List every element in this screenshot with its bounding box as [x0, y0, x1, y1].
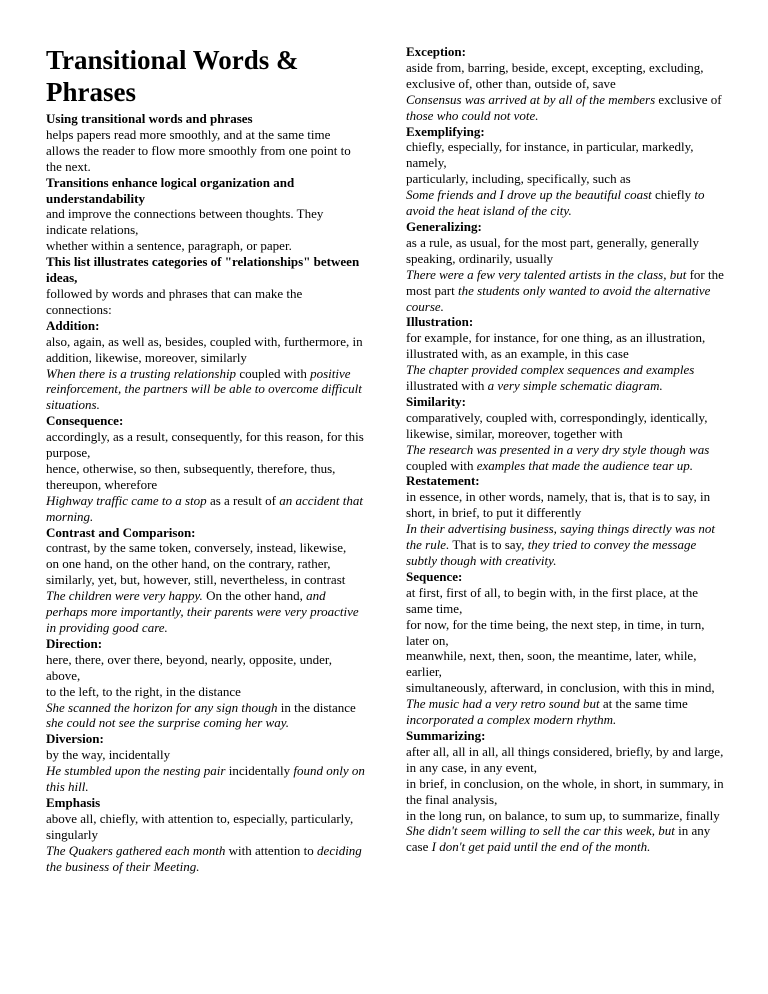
- text-run: helps papers read more smoothly, and at the same time allows the reader to flow more smoothly from one point to the next.: [46, 126, 351, 174]
- paragraph: [406, 346, 726, 362]
- text-run: for the most part: [406, 266, 724, 298]
- section-heading: [46, 111, 366, 127]
- text-run: also, again, as well as, besides, coupled with, furthermore, in addition, likewise, moreover, similarly: [46, 333, 363, 365]
- example-text: Some friends and I drove up the beautiful coast: [406, 187, 652, 203]
- example-text: positive reinforcement, the partners will be able to overcome difficult situations.: [46, 365, 362, 413]
- paragraph: [46, 334, 366, 366]
- section-heading: [46, 175, 366, 207]
- example-text: found only on this hill.: [46, 763, 365, 795]
- text-run: chiefly, especially, for instance, in particular, markedly, namely,: [406, 139, 694, 171]
- example-text: incorporated a complex modern rhythm.: [406, 712, 617, 728]
- example-text: I don't get paid until the end of the month.: [431, 839, 651, 855]
- paragraph: [46, 700, 366, 732]
- section-heading: [406, 394, 726, 410]
- example-text: The research was presented in a very dry style though was: [406, 441, 710, 457]
- paragraph: [406, 139, 726, 171]
- text-run: as a result of: [206, 492, 280, 508]
- heading-text: Transitions enhance logical organization and understandability: [46, 174, 295, 206]
- paragraph: [406, 187, 726, 219]
- paragraph: [406, 648, 726, 680]
- text-run: in the distance: [277, 699, 356, 715]
- paragraph: [46, 843, 366, 875]
- paragraph: [46, 556, 366, 588]
- right-column: [406, 44, 726, 855]
- paragraph: [46, 493, 366, 525]
- paragraph: [406, 744, 726, 776]
- paragraph: [46, 811, 366, 843]
- text-run: and improve the connections between thoughts. They indicate relations,: [46, 206, 324, 238]
- text-run: coupled with: [406, 457, 477, 473]
- text-run: at first, first of all, to begin with, in the first place, at the same time,: [406, 584, 699, 616]
- section-heading: [406, 219, 726, 235]
- text-run: in the long run, on balance, to sum up, to summarize, finally: [406, 807, 720, 823]
- text-run: accordingly, as a result, consequently, for this reason, for this purpose,: [46, 429, 364, 461]
- example-text: She scanned the horizon for any sign though: [46, 699, 278, 715]
- section-heading: [46, 413, 366, 429]
- heading-text: Diversion:: [46, 731, 104, 747]
- paragraph: [406, 617, 726, 649]
- paragraph: [406, 823, 726, 855]
- text-run: coupled with: [236, 365, 311, 381]
- example-text: a very simple schematic diagram.: [487, 378, 663, 394]
- text-run: in any case: [406, 823, 711, 855]
- paragraph: [46, 238, 366, 254]
- text-run: comparatively, coupled with, correspondingly, identically, likewise, similar, moreover, together with: [406, 409, 708, 441]
- heading-text: Consequence:: [46, 413, 124, 429]
- paragraph: [46, 540, 366, 556]
- text-run: for now, for the time being, the next step, in time, in turn, later on,: [406, 616, 705, 648]
- paragraph: [406, 235, 726, 267]
- paragraph: [406, 696, 726, 728]
- paragraph: [406, 489, 726, 521]
- heading-text: This list illustrates categories of "relationships" between ideas,: [46, 254, 360, 286]
- text-run: chiefly: [651, 187, 695, 203]
- paragraph: [406, 171, 726, 187]
- text-run: by the way, incidentally: [46, 747, 171, 763]
- example-text: When there is a trusting relationship: [46, 365, 237, 381]
- paragraph: [406, 410, 726, 442]
- text-run: at the same time: [599, 696, 688, 712]
- example-text: The chapter provided complex sequences and examples: [406, 362, 695, 378]
- example-text: She didn't seem willing to sell the car this week, but: [406, 823, 675, 839]
- heading-text: Exception:: [406, 44, 466, 59]
- text-run: aside from, barring, beside, except, excepting, excluding, exclusive of, other than, outside of, save: [406, 59, 704, 91]
- text-run: followed by words and phrases that can make the connections:: [46, 285, 303, 317]
- example-text: the students only wanted to avoid the alternative course.: [406, 282, 711, 314]
- example-text: examples that made the audience tear up.: [476, 457, 694, 473]
- paragraph: [46, 763, 366, 795]
- example-text: to avoid the heat island of the city.: [406, 187, 705, 219]
- text-run: as a rule, as usual, for the most part, generally, generally speaking, ordinarily, usually: [406, 234, 699, 266]
- text-run: illustrated with, as an example, in this case: [406, 346, 629, 362]
- paragraph: [46, 588, 366, 636]
- paragraph: [46, 429, 366, 461]
- left-column: [46, 44, 366, 875]
- text-run: That is to say,: [449, 537, 528, 553]
- example-text: deciding the business of their Meeting.: [46, 842, 362, 874]
- section-heading: [406, 473, 726, 489]
- paragraph: [406, 680, 726, 696]
- example-text: an accident that morning.: [46, 492, 364, 524]
- text-run: simultaneously, afterward, in conclusion, with this in mind,: [406, 680, 715, 696]
- text-run: particularly, including, specifically, such as: [406, 171, 631, 187]
- paragraph: [406, 362, 726, 394]
- example-text: Highway traffic came to a stop: [46, 492, 207, 508]
- paragraph: [406, 521, 726, 569]
- text-run: incidentally: [225, 763, 294, 779]
- section-heading: [46, 636, 366, 652]
- example-text: The music had a very retro sound but: [406, 696, 600, 712]
- heading-text: Sequence:: [406, 568, 463, 584]
- section-heading: [406, 569, 726, 585]
- heading-text: Emphasis: [46, 794, 101, 810]
- heading-text: Similarity:: [406, 393, 466, 409]
- paragraph: [406, 442, 726, 474]
- paragraph: [46, 286, 366, 318]
- example-text: and perhaps more importantly, their parents were very proactive in providing good care.: [46, 588, 359, 635]
- text-run: hence, otherwise, so then, subsequently, therefore, thus, thereupon, wherefore: [46, 460, 336, 492]
- example-text: Consensus was arrived at by all of the members: [406, 91, 656, 107]
- heading-text: Generalizing:: [406, 218, 482, 234]
- section-heading: [46, 525, 366, 541]
- heading-text: Summarizing:: [406, 727, 486, 743]
- paragraph: [406, 267, 726, 315]
- text-run: exclusive of: [655, 91, 722, 107]
- example-text: The Quakers gathered each month: [46, 842, 226, 858]
- paragraph: [406, 585, 726, 617]
- text-run: meanwhile, next, then, soon, the meantime, later, while, earlier,: [406, 648, 697, 680]
- paragraph: [46, 127, 366, 175]
- example-text: they tried to convey the message subtly though with creativity.: [406, 537, 697, 568]
- paragraph: [406, 60, 726, 92]
- section-heading: [46, 731, 366, 747]
- example-text: those who could not vote.: [406, 107, 539, 123]
- text-run: to the left, to the right, in the distance: [46, 683, 241, 699]
- heading-text: Contrast and Comparison:: [46, 524, 196, 540]
- section-heading: [406, 44, 726, 60]
- text-run: in essence, in other words, namely, that is, that is to say, in short, in brief, to put it differently: [406, 489, 711, 521]
- text-run: here, there, over there, beyond, nearly, opposite, under, above,: [46, 651, 332, 683]
- text-run: after all, all in all, all things considered, briefly, by and large, in any case, in any event,: [406, 743, 724, 775]
- paragraph: [46, 652, 366, 684]
- section-heading: [406, 124, 726, 140]
- right-column-body: [406, 44, 726, 855]
- paragraph: [406, 808, 726, 824]
- example-text: He stumbled upon the nesting pair: [46, 763, 226, 779]
- text-run: with attention to: [225, 842, 318, 858]
- paragraph: [406, 330, 726, 346]
- paragraph: [46, 461, 366, 493]
- text-run: in brief, in conclusion, on the whole, in short, in summary, in the final analysis,: [406, 775, 724, 807]
- paragraph: [46, 206, 366, 238]
- text-run: above all, chiefly, with attention to, especially, particularly, singularly: [46, 810, 354, 842]
- text-run: for example, for instance, for one thing, as an illustration,: [406, 330, 706, 346]
- example-text: she could not see the surprise coming her way.: [46, 715, 289, 731]
- heading-text: Restatement:: [406, 473, 480, 489]
- text-run: contrast, by the same token, conversely, instead, likewise,: [46, 540, 347, 556]
- example-text: In their advertising business, saying things directly was not the rule.: [406, 521, 715, 553]
- section-heading: [46, 795, 366, 811]
- section-heading: [46, 254, 366, 286]
- text-run: On the other hand,: [202, 588, 307, 604]
- heading-text: Using transitional words and phrases: [46, 111, 253, 126]
- paragraph: [406, 776, 726, 808]
- page-title: Transitional Words & Phrases: [46, 45, 299, 107]
- example-text: The children were very happy.: [46, 588, 203, 604]
- example-text: There were a few very talented artists in the class, but: [406, 266, 687, 282]
- left-column-body: [46, 111, 366, 875]
- heading-text: Direction:: [46, 635, 103, 651]
- heading-text: Illustration:: [406, 314, 474, 330]
- paragraph: [46, 366, 366, 414]
- section-heading: [406, 314, 726, 330]
- paragraph: [46, 747, 366, 763]
- section-heading: [406, 728, 726, 744]
- text-run: whether within a sentence, paragraph, or paper.: [46, 238, 292, 254]
- text-run: on one hand, on the other hand, on the contrary, rather, similarly, yet, but, however, still, nevertheless, in contrast: [46, 556, 346, 588]
- heading-text: Exemplifying:: [406, 123, 485, 139]
- text-run: illustrated with: [406, 378, 488, 394]
- section-heading: [46, 318, 366, 334]
- paragraph: [406, 92, 726, 124]
- heading-text: Addition:: [46, 317, 100, 333]
- paragraph: [46, 684, 366, 700]
